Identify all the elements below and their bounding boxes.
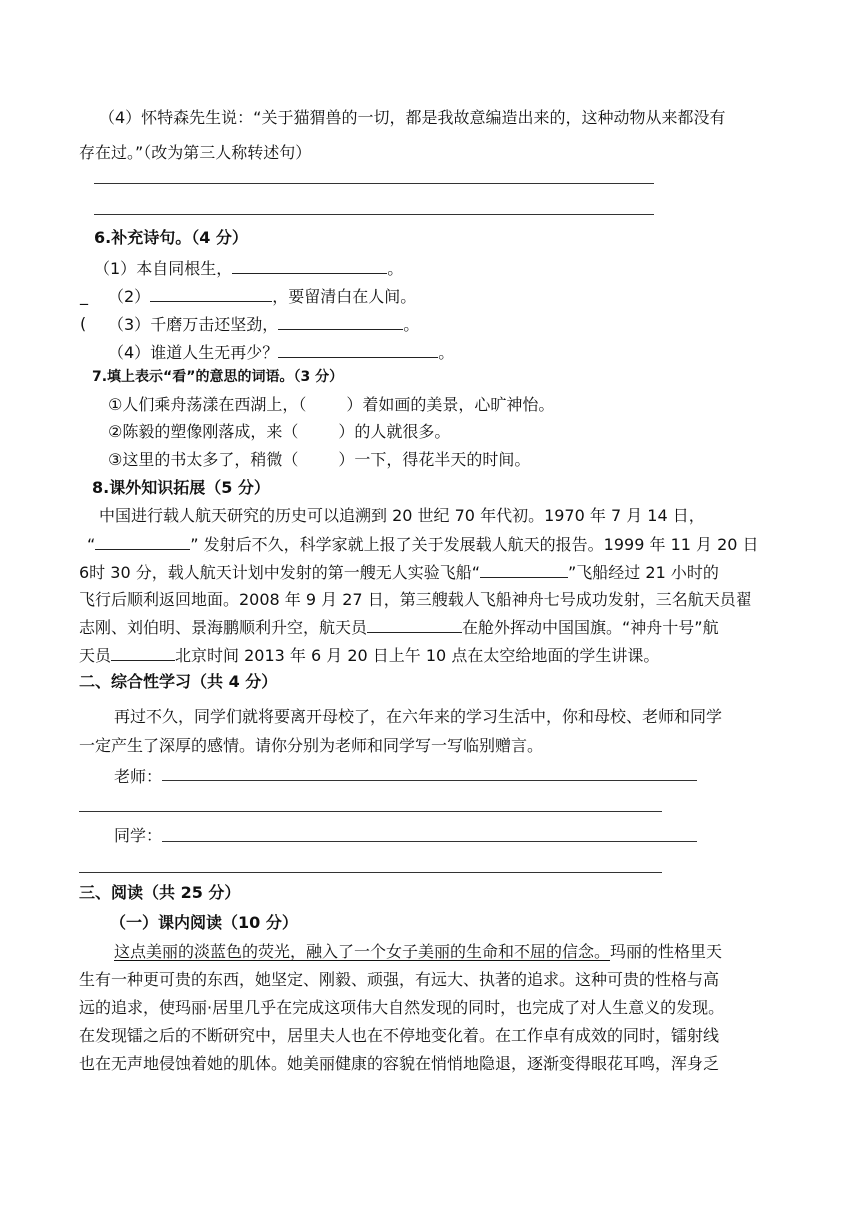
teacher-answer-line-1[interactable] bbox=[162, 780, 697, 781]
q7-title: 7.填上表示“看”的意思的词语。（3 分） bbox=[92, 369, 344, 385]
q8-line-6-text: 天员 bbox=[79, 646, 112, 665]
reading-line-1 bbox=[114, 942, 722, 962]
reading-line-3: 远的追求，使玛丽·居里几乎在完成这项伟大自然发现的同时，也完成了对人生意义的发现。 bbox=[79, 998, 725, 1017]
section-2-line-2: 一定产生了深厚的感情。请你分别为老师和同学写一写临别赠言。 bbox=[79, 736, 544, 755]
q8-line-4: 飞行后顺利返回地面。2008 年 9 月 27 日，第三艘载人飞船神舟七号成功发射，三名航天员翟 bbox=[79, 590, 752, 609]
q8-line-5 bbox=[79, 617, 719, 638]
q8-line-3-text: 6时 30 分，载人航天计划中发射的第一艘无人实验飞船“ bbox=[79, 563, 481, 582]
q8-line-2-text: ” 发射后不久，科学家就上报了关于发展载人航天的报告。1999 年 11 月 20 日 bbox=[190, 535, 759, 554]
q8-title: 8.课外知识拓展（5 分） bbox=[92, 478, 270, 497]
q8-line-3-end: ”飞船经过 21 小时的 bbox=[568, 563, 719, 582]
q8-blank-3[interactable] bbox=[367, 617, 462, 633]
q6-item-4-end: 。 bbox=[438, 343, 455, 362]
classmate-answer-line-2[interactable] bbox=[79, 872, 662, 873]
reading-underlined-sentence: 这点美丽的淡蓝色的荧光，融入了一个女子美丽的生命和不屈的信念。 bbox=[114, 942, 611, 961]
q6-item-4-text: 谁道人生无再少？ bbox=[150, 343, 279, 362]
classmate-answer-line-1[interactable] bbox=[162, 841, 697, 842]
q6-item-1 bbox=[94, 258, 403, 279]
q7-item-2 bbox=[108, 422, 450, 442]
q6-item-2-text: ，要留清白在人间。 bbox=[272, 287, 417, 306]
q6-item-4-num: （4） bbox=[108, 343, 151, 362]
q6-item-1-text: 本自同根生， bbox=[136, 259, 233, 278]
q6-item-3-num: （3） bbox=[108, 315, 151, 334]
q6-item-2-blank[interactable] bbox=[150, 286, 272, 302]
reading-line-4: 在发现镭之后的不断研究中，居里夫人也在不停地变化着。在工作卓有成效的同时，镭射线 bbox=[79, 1026, 720, 1045]
q6-stray-paren: ( bbox=[80, 314, 87, 333]
q6-item-1-num: （1） bbox=[94, 259, 137, 278]
q7-item-3 bbox=[108, 450, 530, 470]
q8-blank-2[interactable] bbox=[480, 562, 568, 578]
section-3-title: 三、阅读（共 25 分） bbox=[79, 883, 241, 902]
q8-line-6-end: 北京时间 2013 年 6 月 20 日上午 10 点在太空给地面的学生讲课。 bbox=[175, 646, 660, 665]
q5-4-line2: 存在过。”（改为第三人称转述句） bbox=[79, 143, 312, 162]
q6-item-2-num: （2） bbox=[108, 287, 151, 306]
section-2-line-1: 再过不久，同学们就将要离开母校了，在六年来的学习生活中，你和母校、老师和同学 bbox=[114, 707, 723, 726]
q6-title: 6.补充诗句。（4 分） bbox=[94, 228, 248, 247]
q5-4-line1: （4）怀特森先生说：“关于猫猬兽的一切，都是我故意编造出来的，这种动物从来都没有 bbox=[99, 108, 726, 127]
q6-item-2 bbox=[108, 286, 416, 307]
teacher-label: 老师： bbox=[114, 767, 163, 786]
reading-line-5: 也在无声地侵蚀着她的肌体。她美丽健康的容貌在悄悄地隐退，逐渐变得眼花耳鸣，浑身乏 bbox=[79, 1054, 720, 1073]
q7-item-1-text: ①人们乘舟荡漾在西湖上，（ bbox=[108, 395, 307, 414]
classmate-label: 同学： bbox=[114, 826, 163, 845]
q8-blank-4[interactable] bbox=[111, 645, 175, 661]
q6-item-1-end: 。 bbox=[387, 259, 404, 278]
section-2-title: 二、综合性学习（共 4 分） bbox=[79, 672, 278, 691]
q7-item-1-end: ）着如画的美景，心旷神怡。 bbox=[346, 395, 555, 414]
reading-subtitle: （一）课内阅读（10 分） bbox=[110, 913, 298, 932]
q6-item-3-blank[interactable] bbox=[278, 314, 403, 330]
q6-item-3 bbox=[108, 314, 419, 335]
q8-blank-1[interactable] bbox=[95, 534, 190, 550]
q7-item-3-text: ③这里的书太多了，稍微（ bbox=[108, 450, 299, 469]
q6-item-3-end: 。 bbox=[403, 315, 420, 334]
q8-line-1: 中国进行载人航天研究的历史可以追溯到 20 世纪 70 年代初。1970 年 7 月 14 日， bbox=[99, 506, 705, 525]
q8-line-5-end: 在舱外挥动中国国旗。“神舟十号”航 bbox=[462, 618, 719, 637]
teacher-answer-line-2[interactable] bbox=[79, 811, 662, 812]
q7-item-2-text: ②陈毅的塑像刚落成，来（ bbox=[108, 422, 299, 441]
answer-line-1[interactable] bbox=[94, 183, 654, 184]
q8-line-6 bbox=[79, 645, 659, 666]
q6-item-4 bbox=[108, 342, 454, 363]
q6-stray-underscore: _ bbox=[80, 286, 88, 305]
q6-item-3-text: 千磨万击还坚劲， bbox=[150, 315, 279, 334]
reading-line-1-end: 玛丽的性格里天 bbox=[610, 942, 723, 961]
q6-item-1-blank[interactable] bbox=[232, 258, 387, 274]
q8-open-quote: “ bbox=[87, 535, 96, 554]
q7-item-1 bbox=[108, 395, 554, 415]
q8-line-3 bbox=[79, 562, 719, 583]
q8-line-5-text: 志刚、刘伯明、景海鹏顺利升空，航天员 bbox=[79, 618, 368, 637]
q7-item-2-end: ）的人就很多。 bbox=[338, 422, 451, 441]
reading-line-2: 生有一种更可贵的东西，她坚定、刚毅、顽强，有远大、执著的追求。这种可贵的性格与高 bbox=[79, 970, 720, 989]
answer-line-2[interactable] bbox=[94, 214, 654, 215]
q8-line-2 bbox=[87, 534, 759, 555]
q7-item-3-end: ）一下，得花半天的时间。 bbox=[338, 450, 531, 469]
q6-item-4-blank[interactable] bbox=[278, 342, 438, 358]
